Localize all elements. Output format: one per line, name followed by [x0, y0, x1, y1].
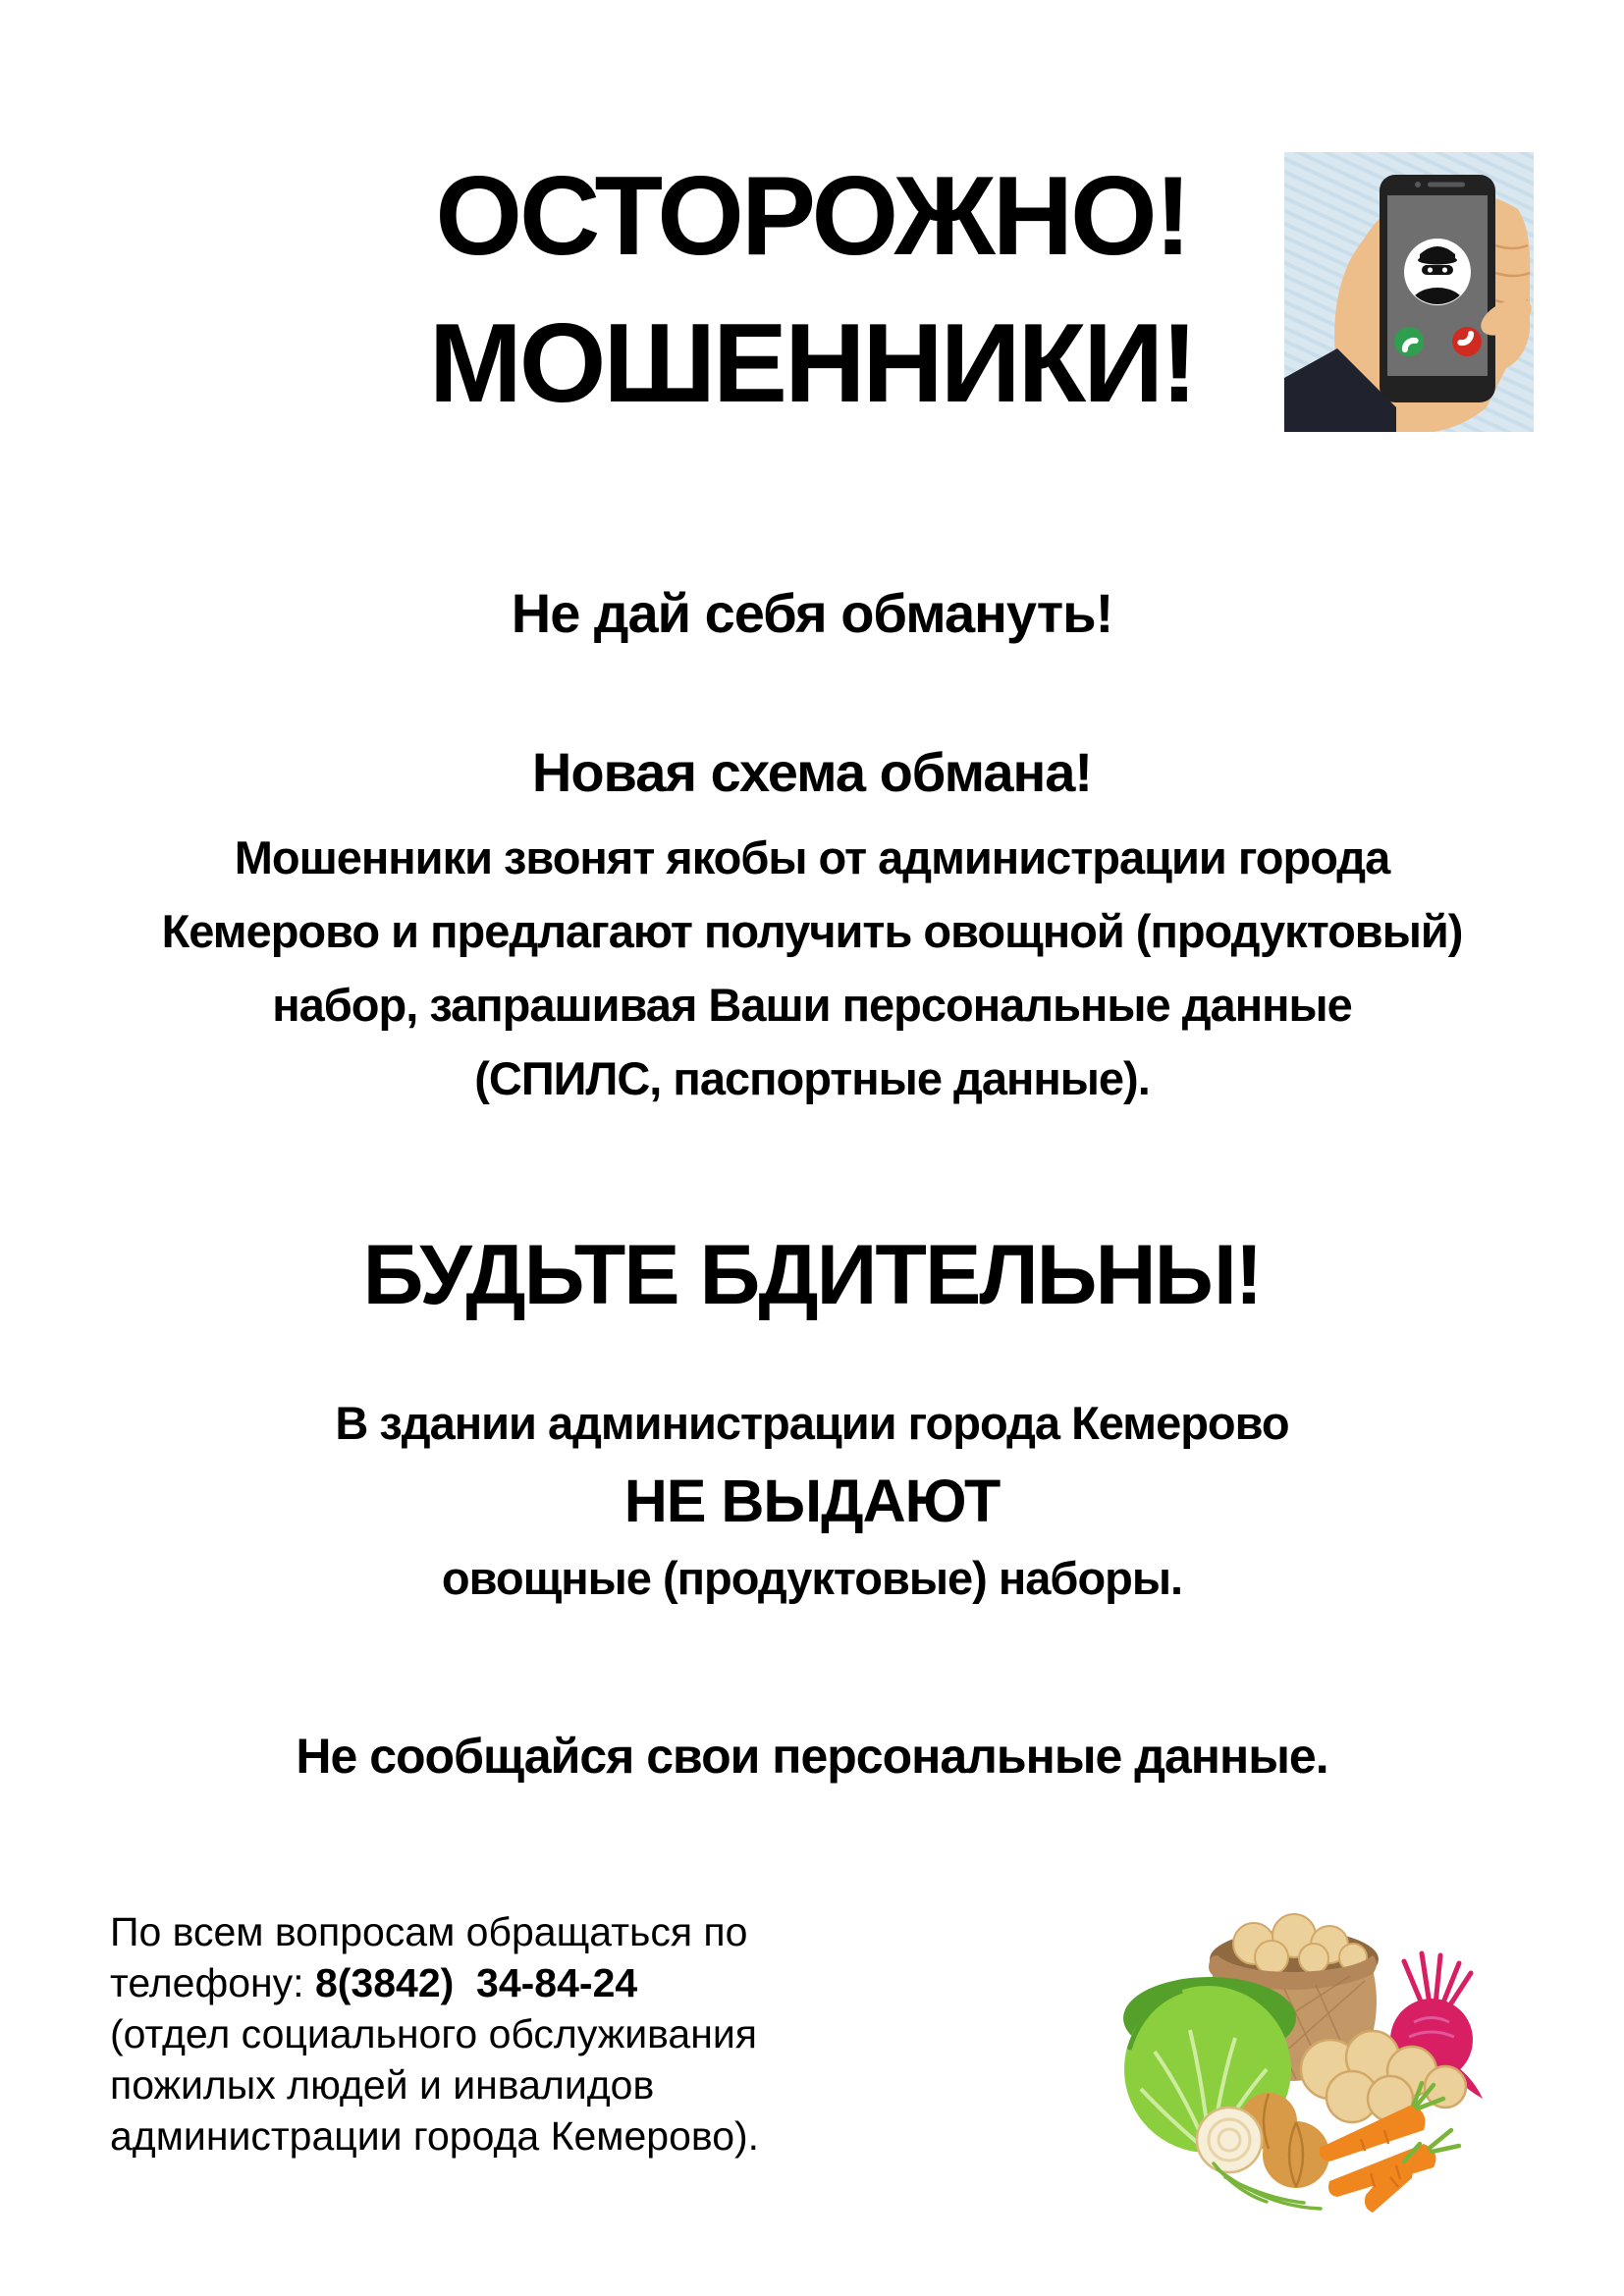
scheme-line-4: (СПИЛС, паспортные данные).: [474, 1052, 1150, 1104]
vegetables-illustration: [1119, 1912, 1507, 2218]
notice-line-2: НЕ ВЫДАЮТ: [623, 1468, 1001, 1534]
notice-line-1: В здании администрации города Кемерово: [335, 1397, 1289, 1449]
contact-line-4: пожилых людей и инвалидов: [110, 2062, 655, 2108]
decline-call-icon: [1452, 327, 1482, 356]
vigilant-heading: БУДЬТЕ БДИТЕЛЬНЫ!: [362, 1228, 1262, 1322]
scam-call-illustration: [1284, 152, 1534, 432]
contact-phone-line: [110, 1957, 915, 2008]
scheme-description: [0, 821, 1624, 1115]
accept-call-icon: [1394, 327, 1424, 356]
title-line-2: МОШЕННИКИ!: [428, 301, 1196, 426]
contact-line-1: По всем вопросам обращаться по: [110, 1909, 748, 1954]
subtitle: Не дай себя обмануть!: [511, 582, 1113, 644]
contact-info: [110, 1906, 915, 2162]
phone-number: 8(3842) 34-84-24: [314, 1960, 638, 2005]
notice-line-3: овощные (продуктовые) наборы.: [441, 1552, 1183, 1604]
phone-speaker-slot: [1428, 183, 1465, 187]
potatoes-in-sack: [1233, 1914, 1367, 1974]
title-line-1: ОСТОРОЖНО!: [435, 154, 1189, 279]
scheme-line-3: набор, запрашивая Ваши персональные данные: [272, 979, 1352, 1031]
personal-data-warning: Не сообщайся свои персональные данные.: [296, 1729, 1328, 1784]
contact-line-3: (отдел социального обслуживания: [110, 2011, 757, 2056]
phone-camera-dot: [1415, 182, 1421, 187]
scheme-line-2: Кемерово и предлагают получить овощной (продуктовый): [161, 905, 1463, 957]
scheme-line-1: Мошенники звонят якобы от администрации города: [234, 831, 1390, 883]
phone-label: телефону:: [110, 1960, 315, 2005]
onions: [1197, 2093, 1329, 2209]
contact-line-5: администрации города Кемерово).: [110, 2113, 760, 2159]
scheme-heading: Новая схема обмана!: [531, 741, 1093, 803]
